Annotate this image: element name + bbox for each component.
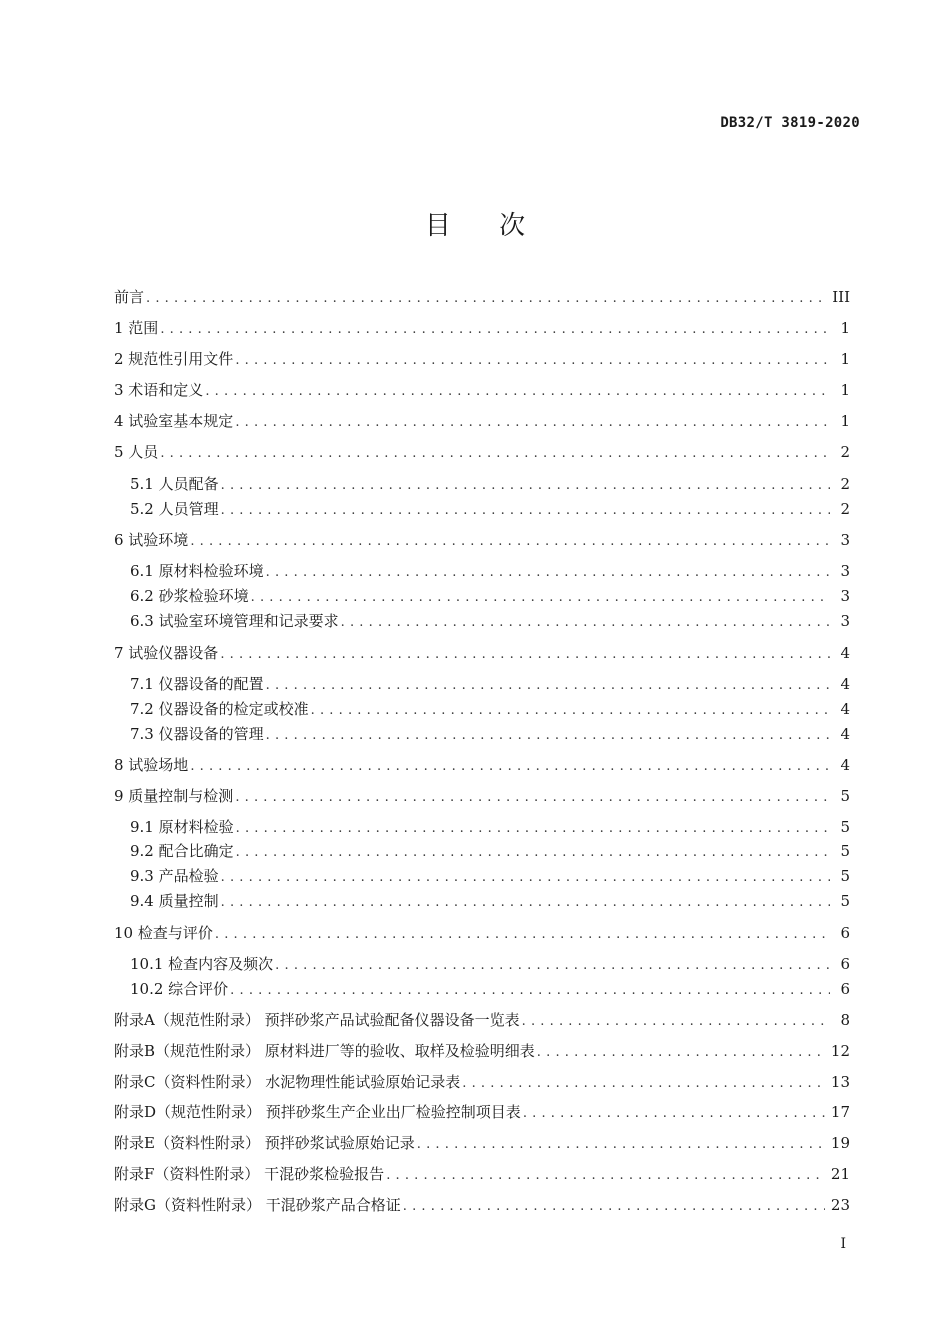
- toc-entry-2[interactable]: [114, 348, 850, 370]
- toc-page: 6: [840, 980, 850, 998]
- toc-leader: [190, 531, 830, 553]
- toc-page: 4: [840, 675, 850, 693]
- toc-page: 1: [840, 350, 850, 368]
- toc-page: 17: [830, 1103, 850, 1121]
- toc-label: 附录C（资料性附录） 水泥物理性能试验原始记录表: [114, 1073, 461, 1091]
- toc-entry-appendix-a[interactable]: [114, 1009, 850, 1031]
- toc-label: 前言: [114, 288, 145, 306]
- toc-leader: [403, 1196, 825, 1218]
- toc-page: 5: [840, 818, 850, 836]
- toc-label: 9 质量控制与检测: [114, 787, 234, 805]
- toc-label: 附录B（规范性附录） 原材料进厂等的验收、取样及检验明细表: [114, 1042, 535, 1060]
- toc-page: 3: [840, 612, 850, 630]
- toc-leader: [266, 562, 830, 584]
- toc-label: 5 人员: [114, 443, 159, 461]
- toc-leader: [160, 319, 830, 341]
- toc-page: 3: [840, 587, 850, 605]
- toc-entry-9-3[interactable]: [114, 865, 850, 887]
- toc-label: 9.3 产品检验: [130, 867, 219, 885]
- page-number: I: [840, 1236, 846, 1252]
- toc-entry-6[interactable]: [114, 529, 850, 551]
- toc-leader: [236, 818, 830, 840]
- toc-entry-7[interactable]: [114, 642, 850, 664]
- toc-entry-9[interactable]: [114, 785, 850, 807]
- toc-page: 8: [840, 1011, 850, 1029]
- toc-leader: [235, 350, 830, 372]
- toc-page: 3: [840, 562, 850, 580]
- toc-page: 4: [840, 700, 850, 718]
- toc-label: 3 术语和定义: [114, 381, 204, 399]
- toc-leader: [190, 756, 830, 778]
- toc-label: 4 试验室基本规定: [114, 412, 234, 430]
- toc-label: 9.2 配合比确定: [130, 842, 234, 860]
- toc-label: 2 规范性引用文件: [114, 350, 234, 368]
- toc-page: 21: [830, 1165, 850, 1183]
- toc-leader: [221, 867, 830, 889]
- toc-entry-9-2[interactable]: [114, 840, 850, 862]
- toc-label: 9.4 质量控制: [130, 892, 219, 910]
- toc-page: 13: [830, 1073, 850, 1091]
- toc-label: 5.1 人员配备: [130, 475, 219, 493]
- toc-label: 附录E（资料性附录） 预拌砂浆试验原始记录: [114, 1134, 415, 1152]
- toc-leader: [160, 443, 830, 465]
- toc-leader: [235, 412, 830, 434]
- toc-label: 7 试验仪器设备: [114, 644, 219, 662]
- toc-label: 7.2 仪器设备的检定或校准: [130, 700, 309, 718]
- toc-label: 5.2 人员管理: [130, 500, 219, 518]
- toc-page: 6: [840, 924, 850, 942]
- toc-entry-9-1[interactable]: [114, 816, 850, 838]
- toc-entry-6-2[interactable]: [114, 585, 850, 607]
- toc-leader: [251, 587, 830, 609]
- toc-label: 6.1 原材料检验环境: [130, 562, 264, 580]
- toc-page: 4: [840, 644, 850, 662]
- toc-leader: [462, 1073, 825, 1095]
- toc-entry-10[interactable]: [114, 922, 850, 944]
- toc-entry-10-1[interactable]: [114, 953, 850, 975]
- toc-entry-appendix-d[interactable]: [114, 1101, 850, 1123]
- toc-leader: [311, 700, 830, 722]
- toc-page: 2: [840, 475, 850, 493]
- toc-page: 5: [840, 787, 850, 805]
- toc-label: 7.1 仪器设备的配置: [130, 675, 264, 693]
- toc-page: 4: [840, 756, 850, 774]
- toc-entry-7-3[interactable]: [114, 723, 850, 745]
- toc-page: 5: [840, 867, 850, 885]
- toc-entry-6-3[interactable]: [114, 610, 850, 632]
- toc-label: 附录G（资料性附录） 干混砂浆产品合格证: [114, 1196, 401, 1214]
- toc-page: 1: [840, 412, 850, 430]
- toc-page: 2: [840, 443, 850, 461]
- toc-entry-8[interactable]: [114, 754, 850, 776]
- toc-entry-9-4[interactable]: [114, 890, 850, 912]
- toc-leader: [523, 1103, 825, 1125]
- page-title: 目 次: [424, 211, 546, 241]
- toc-entry-appendix-b[interactable]: [114, 1040, 850, 1062]
- toc-entry-appendix-c[interactable]: [114, 1071, 850, 1093]
- toc-label: 8 试验场地: [114, 756, 189, 774]
- toc-label: 附录F（资料性附录） 干混砂浆检验报告: [114, 1165, 385, 1183]
- toc-leader: [230, 980, 830, 1002]
- toc-label: 附录D（规范性附录） 预拌砂浆生产企业出厂检验控制项目表: [114, 1103, 521, 1121]
- toc-entry-7-1[interactable]: [114, 673, 850, 695]
- toc-entry-appendix-g[interactable]: [114, 1194, 850, 1216]
- toc-entry-5-1[interactable]: [114, 473, 850, 495]
- toc-page: 3: [840, 531, 850, 549]
- toc-page: 23: [830, 1196, 850, 1214]
- toc-entry-1[interactable]: [114, 317, 850, 339]
- toc-leader: [266, 675, 830, 697]
- toc-leader: [235, 787, 830, 809]
- toc-leader: [522, 1011, 830, 1033]
- toc-leader: [205, 381, 830, 403]
- toc-page: 5: [840, 892, 850, 910]
- toc-leader: [341, 612, 830, 634]
- toc-entry-appendix-e[interactable]: [114, 1132, 850, 1154]
- toc-leader: [386, 1165, 825, 1187]
- toc-entry-5-2[interactable]: [114, 498, 850, 520]
- toc-entry-3[interactable]: [114, 379, 850, 401]
- toc-label: 6 试验环境: [114, 531, 189, 549]
- toc-leader: [221, 475, 830, 497]
- toc-page: 1: [840, 381, 850, 399]
- toc-page: 19: [830, 1134, 850, 1152]
- toc-entry-6-1[interactable]: [114, 560, 850, 582]
- toc-label: 7.3 仪器设备的管理: [130, 725, 264, 743]
- toc-page: 4: [840, 725, 850, 743]
- toc-leader: [220, 644, 830, 666]
- toc-label: 1 范围: [114, 319, 159, 337]
- toc-label: 6.3 试验室环境管理和记录要求: [130, 612, 339, 630]
- toc-leader: [221, 500, 830, 522]
- toc-entry-5[interactable]: [114, 441, 850, 463]
- toc-entry-7-2[interactable]: [114, 698, 850, 720]
- standard-code: DB32/T 3819-2020: [720, 115, 860, 131]
- toc-label: 6.2 砂浆检验环境: [130, 587, 249, 605]
- toc-leader: [537, 1042, 825, 1064]
- toc-entry-10-2[interactable]: [114, 978, 850, 1000]
- toc-leader: [266, 725, 830, 747]
- toc-leader: [221, 892, 830, 914]
- toc-label: 10.2 综合评价: [130, 980, 229, 998]
- toc-page: III: [832, 288, 850, 306]
- toc-leader: [236, 842, 830, 864]
- toc-leader: [417, 1134, 825, 1156]
- toc-label: 10.1 检查内容及频次: [130, 955, 274, 973]
- toc-entry-foreword[interactable]: [114, 286, 850, 308]
- toc-leader: [275, 955, 830, 977]
- toc-label: 9.1 原材料检验: [130, 818, 234, 836]
- toc-entry-4[interactable]: [114, 410, 850, 432]
- toc-page: 2: [840, 500, 850, 518]
- toc-label: 附录A（规范性附录） 预拌砂浆产品试验配备仪器设备一览表: [114, 1011, 520, 1029]
- toc-entry-appendix-f[interactable]: [114, 1163, 850, 1185]
- toc-leader: [215, 924, 830, 946]
- toc-page: 5: [840, 842, 850, 860]
- toc-page: 12: [830, 1042, 850, 1060]
- toc-page: 1: [840, 319, 850, 337]
- toc-label: 10 检查与评价: [114, 924, 213, 942]
- toc-leader: [146, 288, 826, 310]
- toc-page: 6: [840, 955, 850, 973]
